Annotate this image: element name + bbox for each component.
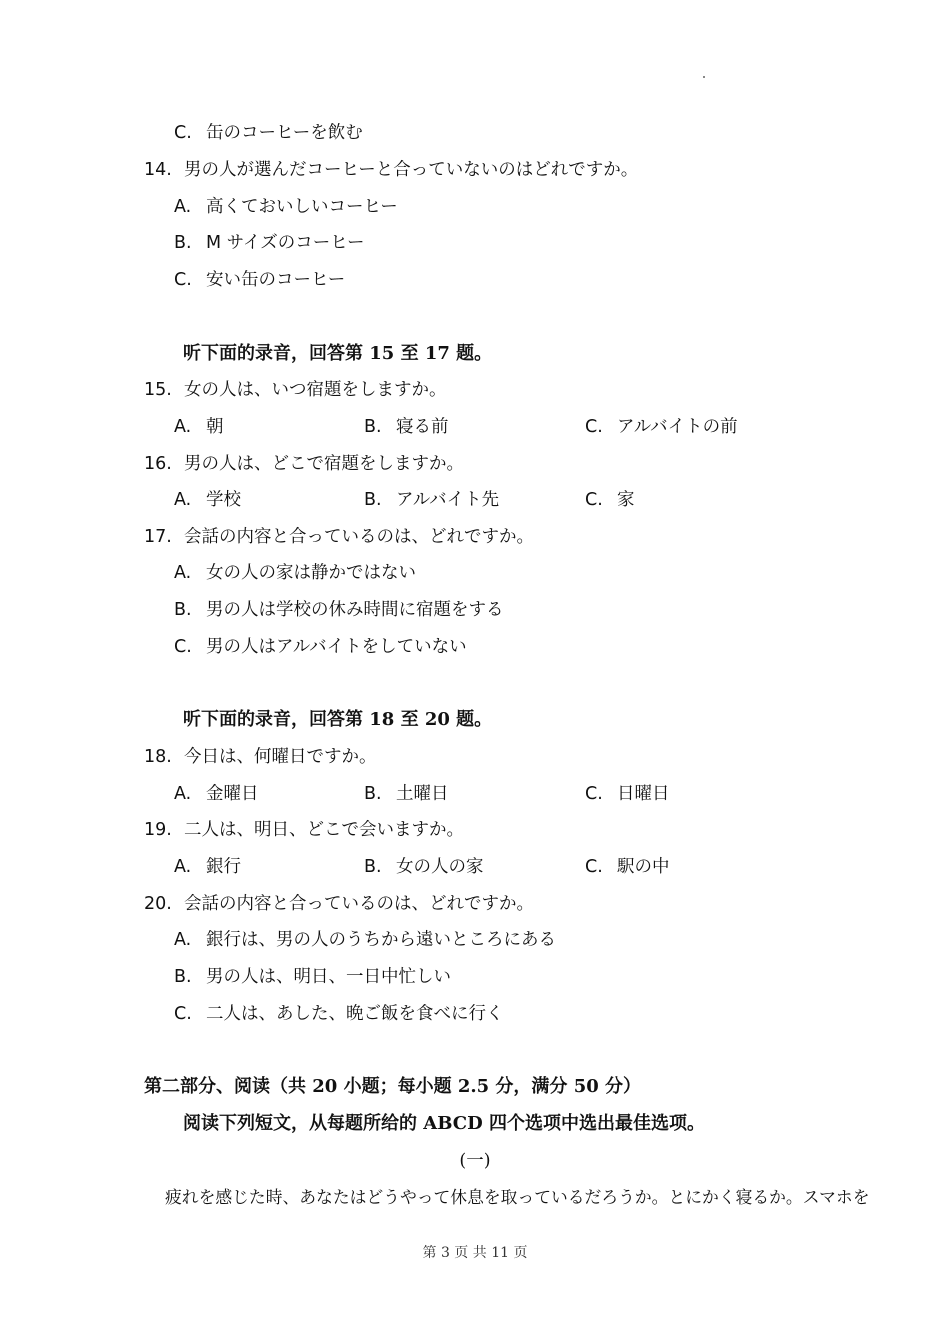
option-14b: B. M サイズのコーヒー bbox=[174, 233, 365, 253]
option-20a: A. 銀行は、男の人のうちから遠いところにある bbox=[174, 930, 556, 950]
option-13c: C. 缶のコーヒーを飲む bbox=[174, 123, 363, 143]
option-20c: C. 二人は、あした、晩ご飯を食べに行く bbox=[174, 1004, 504, 1024]
question-20: 20. 会話の内容と合っているのは、どれですか。 bbox=[144, 894, 534, 914]
question-15: 15. 女の人は、いつ宿題をしますか。 bbox=[144, 380, 447, 400]
option-14a: A. 高くておいしいコーヒー bbox=[174, 197, 398, 217]
question-17: 17. 会話の内容と合っているのは、どれですか。 bbox=[144, 527, 534, 547]
section-instruction-15-17: 听下面的录音，回答第 15 至 17 题。 bbox=[183, 343, 493, 364]
question-19: 19. 二人は、明日、どこで会いますか。 bbox=[144, 820, 464, 840]
section-instruction-18-20: 听下面的录音，回答第 18 至 20 题。 bbox=[183, 709, 493, 730]
option-16a: A. 学校 bbox=[174, 490, 241, 510]
option-17c: C. 男の人はアルバイトをしていない bbox=[174, 637, 467, 657]
option-19c: C. 駅の中 bbox=[585, 857, 670, 877]
option-16c: C. 家 bbox=[585, 490, 635, 510]
option-19b: B. 女の人の家 bbox=[364, 857, 484, 877]
passage-number: (一) bbox=[459, 1151, 491, 1171]
question-14: 14. 男の人が選んだコーヒーと合っていないのはどれですか。 bbox=[144, 160, 639, 180]
option-17a: A. 女の人の家は静かではない bbox=[174, 563, 416, 583]
option-18c: C. 日曜日 bbox=[585, 784, 670, 804]
option-15b: B. 寝る前 bbox=[364, 417, 449, 437]
passage-first-line: 疲れを感じた時、あなたはどうやって休息を取っているだろうか。とにかく寝るか。スマホを bbox=[165, 1187, 870, 1207]
scan-dot bbox=[703, 76, 705, 78]
option-14c: C. 安い缶のコーヒー bbox=[174, 270, 346, 290]
option-17b: B. 男の人は学校の休み時間に宿題をする bbox=[174, 600, 504, 620]
question-18: 18. 今日は、何曜日ですか。 bbox=[144, 747, 377, 767]
option-16b: B. アルバイト先 bbox=[364, 490, 500, 510]
option-15c: C. アルバイトの前 bbox=[585, 417, 738, 437]
page-footer: 第 3 页 共 11 页 bbox=[422, 1245, 528, 1261]
option-20b: B. 男の人は、明日、一日中忙しい bbox=[174, 967, 451, 987]
option-18b: B. 土曜日 bbox=[364, 784, 449, 804]
option-15a: A. 朝 bbox=[174, 417, 224, 437]
option-18a: A. 金曜日 bbox=[174, 784, 259, 804]
part2-instruction: 阅读下列短文，从每题所给的 ABCD 四个选项中选出最佳选项。 bbox=[183, 1113, 705, 1134]
question-16: 16. 男の人は、どこで宿題をしますか。 bbox=[144, 454, 464, 474]
option-19a: A. 銀行 bbox=[174, 857, 241, 877]
part2-heading: 第二部分、阅读（共 20 小题；每小题 2.5 分，满分 50 分） bbox=[144, 1076, 642, 1097]
